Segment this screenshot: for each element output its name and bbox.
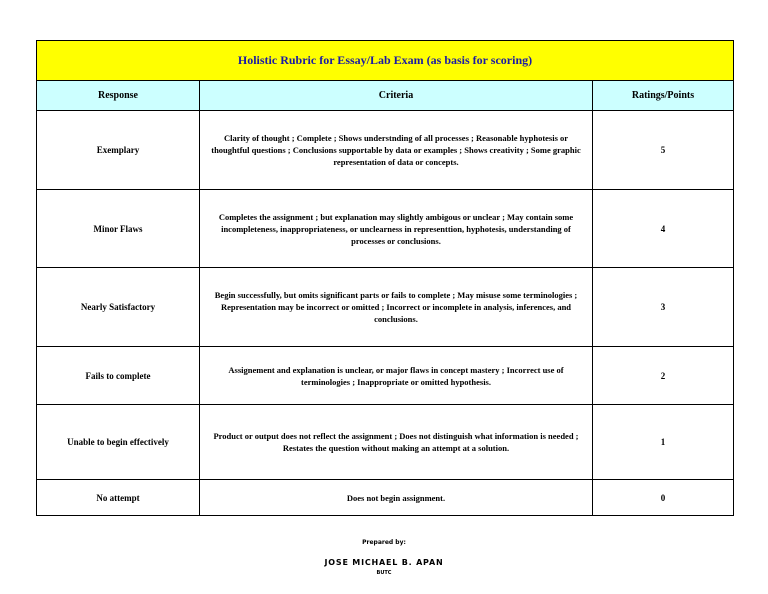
author-name: JOSE MICHAEL B. APAN: [324, 558, 444, 567]
criteria-cell: Product or output does not reflect the assignment ; Does not distinguish what information is needed ; Restates the question without making an attempt at a solution.: [200, 405, 593, 480]
table-row: [37, 111, 734, 190]
rubric-table: [36, 40, 734, 516]
response-cell: Nearly Satisfactory: [37, 268, 200, 347]
points-cell: 4: [593, 190, 734, 268]
table-row: [37, 480, 734, 516]
column-header-criteria: Criteria: [200, 81, 593, 111]
author-organization: BUTC: [376, 570, 392, 576]
points-cell: 5: [593, 111, 734, 190]
points-cell: 3: [593, 268, 734, 347]
criteria-cell: Clarity of thought ; Complete ; Shows understnding of all processes ; Reasonable hyphotesis or thoughtful questions ; Conclusions supportable by data or examples ; Shows creativity ; Some graphic representation of data or concepts.: [200, 111, 593, 190]
criteria-cell: Begin successfully, but omits significant parts or fails to complete ; May misuse some terminologies ; Representation may be incorrect or omitted ; Incorrect or incomplete in analysis, inferences, and conclusions.: [200, 268, 593, 347]
response-cell: No attempt: [37, 480, 200, 516]
response-cell: Minor Flaws: [37, 190, 200, 268]
table-row: [37, 190, 734, 268]
table-row: [37, 405, 734, 480]
header-row: [37, 81, 734, 111]
table-row: [37, 347, 734, 405]
column-header-response: Response: [37, 81, 200, 111]
title-row: [37, 41, 734, 81]
table-row: [37, 268, 734, 347]
rubric-title: Holistic Rubric for Essay/Lab Exam (as basis for scoring): [37, 41, 734, 81]
response-cell: Unable to begin effectively: [37, 405, 200, 480]
prepared-by-label: Prepared by:: [362, 539, 406, 546]
response-cell: Fails to complete: [37, 347, 200, 405]
response-cell: Exemplary: [37, 111, 200, 190]
points-cell: 1: [593, 405, 734, 480]
criteria-cell: Completes the assignment ; but explanation may slightly ambigous or unclear ; May contain some incompleteness, inappropriateness, or unclearness in representtion, hyphotesis, understanding of processes or conclusions.: [200, 190, 593, 268]
points-cell: 2: [593, 347, 734, 405]
column-header-points: Ratings/Points: [593, 81, 734, 111]
criteria-cell: Assignement and explanation is unclear, or major flaws in concept mastery ; Incorrect use of terminologies ; Inappropriate or omitted hypothesis.: [200, 347, 593, 405]
points-cell: 0: [593, 480, 734, 516]
criteria-cell: Does not begin assignment.: [200, 480, 593, 516]
